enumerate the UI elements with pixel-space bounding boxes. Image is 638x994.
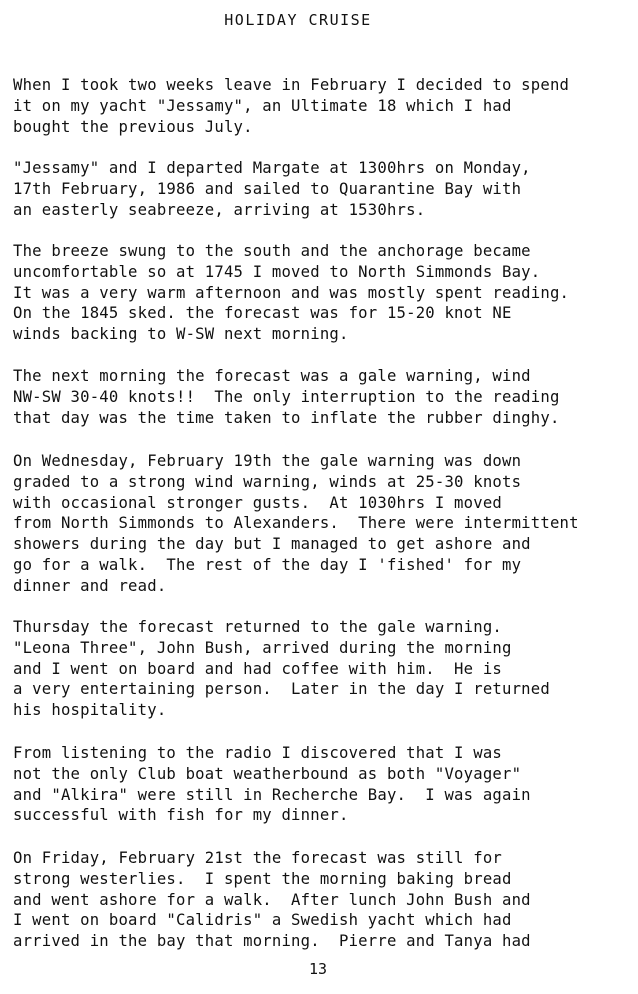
paragraph-4 bbox=[13, 366, 633, 428]
paragraph-1 bbox=[13, 75, 633, 137]
text-line: On the 1845 sked. the forecast was for 15-20 knot NE bbox=[13, 304, 512, 323]
text-line: that day was the time taken to inflate the rubber dinghy. bbox=[13, 408, 560, 427]
text-line: successful with fish for my dinner. bbox=[13, 806, 349, 825]
text-line: winds backing to W-SW next morning. bbox=[13, 325, 349, 344]
paragraph-6 bbox=[13, 617, 633, 721]
text-line: and I went on board and had coffee with him. He is bbox=[13, 659, 502, 678]
text-line: uncomfortable so at 1745 I moved to North Simmonds Bay. bbox=[13, 262, 541, 281]
paragraph-7 bbox=[13, 743, 633, 826]
text-line: his hospitality. bbox=[13, 701, 167, 720]
text-line: it on my yacht "Jessamy", an Ultimate 18 which I had bbox=[13, 96, 512, 115]
text-line: graded to a strong wind warning, winds at 25-30 knots bbox=[13, 472, 522, 491]
text-line: and went ashore for a walk. After lunch John Bush and bbox=[13, 890, 531, 909]
text-line: Thursday the forecast returned to the gale warning. bbox=[13, 618, 502, 636]
text-line: not the only Club boat weatherbound as both "Voyager" bbox=[13, 764, 522, 783]
text-line: a very entertaining person. Later in the day I returned bbox=[13, 680, 550, 699]
paragraph-5 bbox=[13, 451, 633, 597]
text-line: It was a very warm afternoon and was mostly spent reading. bbox=[13, 283, 570, 302]
page-number: 13 bbox=[309, 960, 328, 978]
text-line: an easterly seabreeze, arriving at 1530hrs. bbox=[13, 200, 426, 219]
paragraph-2 bbox=[13, 158, 633, 220]
paragraph-3 bbox=[13, 241, 633, 345]
text-line: "Jessamy" and I departed Margate at 1300hrs on Monday, bbox=[13, 159, 531, 177]
text-line: go for a walk. The rest of the day I 'fished' for my bbox=[13, 555, 522, 574]
text-line: showers during the day but I managed to get ashore and bbox=[13, 535, 531, 554]
text-line: NW-SW 30-40 knots!! The only interruption to the reading bbox=[13, 387, 560, 406]
paragraph-8 bbox=[13, 848, 633, 952]
text-line: The breeze swung to the south and the anchorage became bbox=[13, 242, 531, 260]
text-line: with occasional stronger gusts. At 1030hrs I moved bbox=[13, 493, 502, 512]
text-line: The next morning the forecast was a gale warning, wind bbox=[13, 367, 531, 385]
text-line: strong westerlies. I spent the morning baking bread bbox=[13, 869, 512, 888]
text-line: On Wednesday, February 19th the gale warning was down bbox=[13, 452, 522, 470]
text-line: I went on board "Calidris" a Swedish yacht which had bbox=[13, 911, 512, 930]
text-line: On Friday, February 21st the forecast was still for bbox=[13, 849, 502, 867]
text-line: dinner and read. bbox=[13, 576, 167, 595]
text-line: "Leona Three", John Bush, arrived during the morning bbox=[13, 638, 512, 657]
text-line: and "Alkira" were still in Recherche Bay. I was again bbox=[13, 785, 531, 804]
text-line: From listening to the radio I discovered that I was bbox=[13, 744, 502, 762]
document-title: HOLIDAY CRUISE bbox=[224, 11, 372, 29]
text-line: from North Simmonds to Alexanders. There were intermittent bbox=[13, 514, 579, 533]
text-line: When I took two weeks leave in February I decided to spend bbox=[13, 76, 570, 94]
text-line: arrived in the bay that morning. Pierre and Tanya had bbox=[13, 932, 531, 951]
text-line: 17th February, 1986 and sailed to Quarantine Bay with bbox=[13, 179, 522, 198]
text-line: bought the previous July. bbox=[13, 117, 253, 136]
